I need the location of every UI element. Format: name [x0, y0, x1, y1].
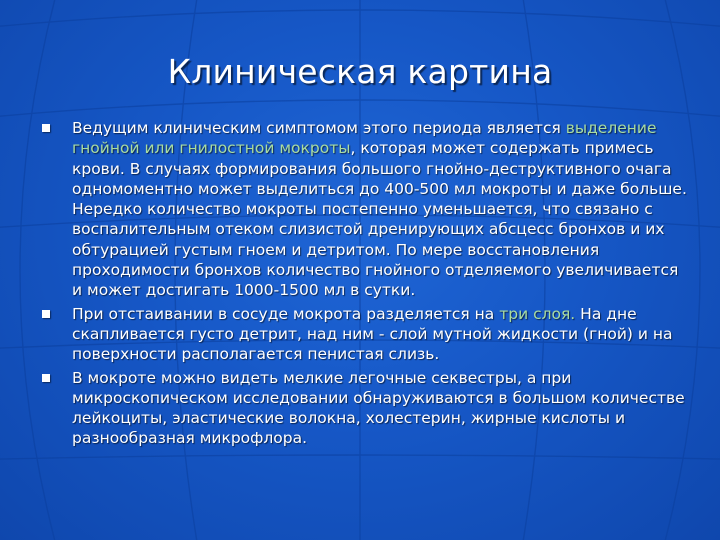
highlighted-text: три слоя. [499, 304, 576, 323]
slide-title: Клиническая картина [167, 52, 553, 91]
bullet-text: В мокроте можно видеть мелкие легочные секвестры, а при микроскопическом исследовании обнаруживаются в большом количестве лейкоциты, эластические волокна, холестерин, жирные кислоты и разнообразная микрофлора. [72, 368, 685, 448]
bullet-text: На дне скапливается густо детрит, над ним - слой мутной жидкости (гной) и на поверхности располагается пенистая слизь. [72, 304, 673, 364]
square-bullet-icon [42, 310, 50, 318]
bullet-item [40, 368, 690, 449]
bullet-text: При отстаивании в сосуде мокрота разделяется на [72, 304, 500, 323]
square-bullet-icon [42, 124, 50, 132]
bullet-list [40, 118, 690, 452]
highlighted-text: выделение гнойной или гнилостной мокроты [72, 119, 657, 158]
bullet-item [40, 118, 690, 301]
bullet-item [40, 304, 690, 365]
bullet-text: Ведущим клиническим симптомом этого периода является [72, 119, 566, 137]
square-bullet-icon [42, 374, 50, 382]
bullet-text: , которая может содержать примесь крови. В случаях формирования большого гнойно-деструктивного очага одномоментно может выделиться до 400-500 мл мокроты и даже больше. Нередко количество мокроты постепенно уменьшается, что связано с воспалительным отеком слизистой дренирующих абсцесс бронхов и их обтурацией густым гноем и детритом. По мере восстановления проходимости бронхов количество гнойного отделяемого увеличивается и может достигать 1000-1500 мл в сутки. [72, 139, 687, 300]
